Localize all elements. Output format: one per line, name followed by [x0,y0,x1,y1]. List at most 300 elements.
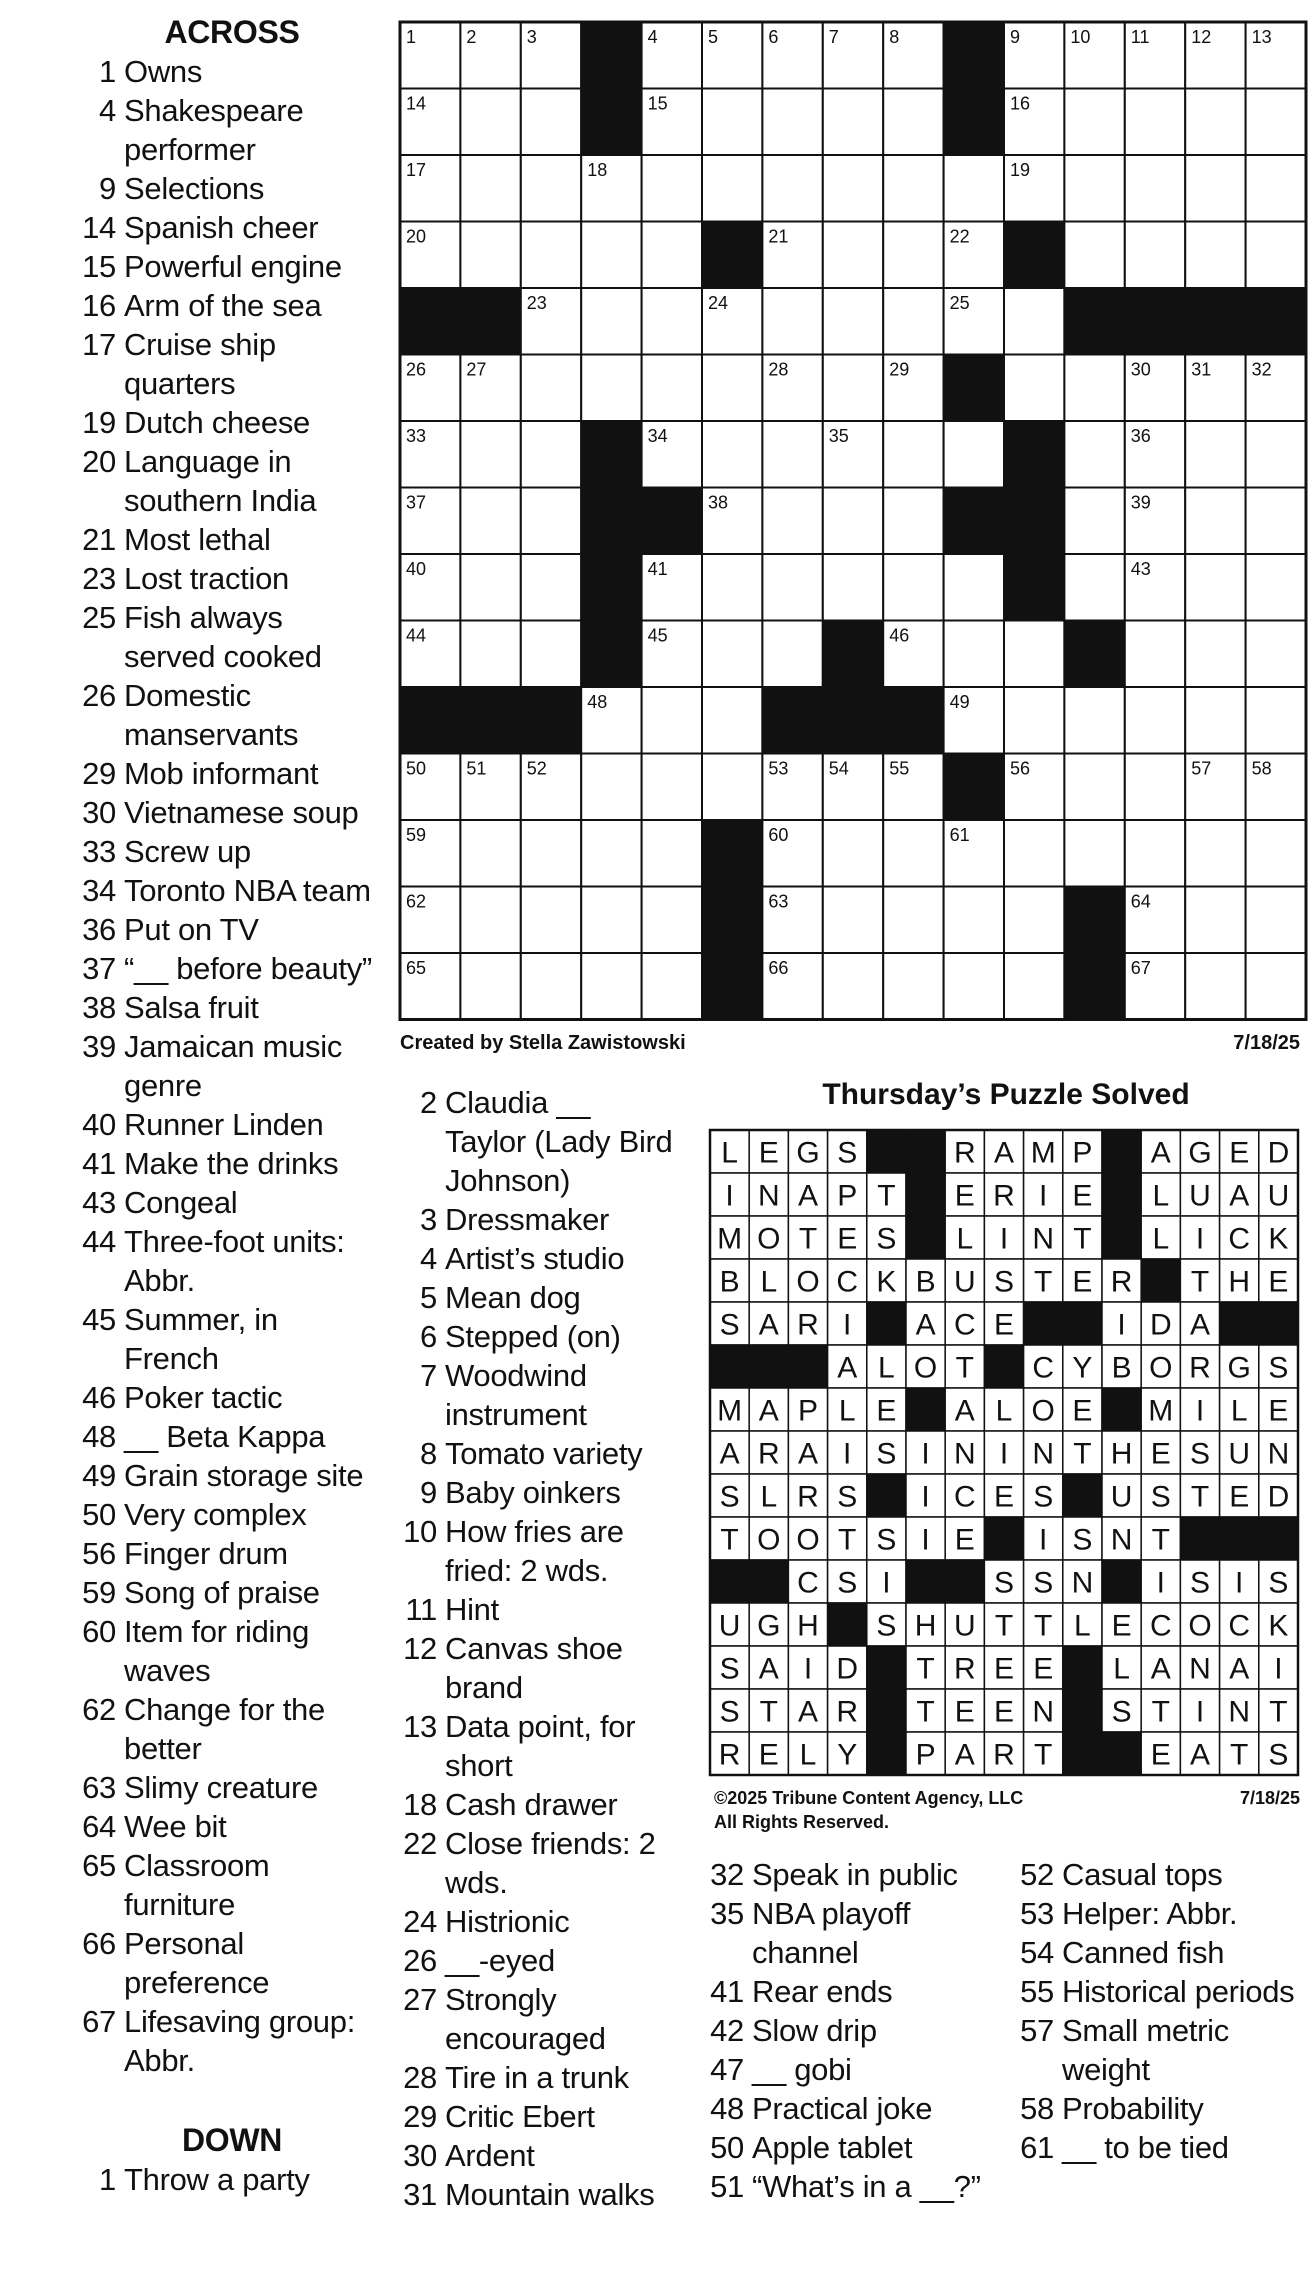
grid-cell[interactable] [1064,155,1124,222]
clue-text: Owns [124,54,203,89]
solution-letter: S [1111,1695,1132,1729]
cell-number: 47 [1070,625,1091,646]
solution-letter: R [797,1480,819,1514]
clue-item [72,1612,372,1690]
grid-cell[interactable] [1185,488,1245,555]
solution-letter: I [843,1437,852,1471]
grid-cell[interactable] [823,288,883,355]
grid-cell[interactable] [1125,222,1185,289]
grid-cell[interactable] [521,488,581,555]
grid-cell[interactable] [883,222,943,289]
cell-number: 34 [647,426,668,446]
solution-letter: C [836,1265,859,1299]
grid-cell[interactable] [642,820,702,887]
solution-rights: All Rights Reserved. [714,1812,890,1832]
solution-letter: E [758,1738,779,1772]
clue-number: 56 [82,1536,116,1571]
solution-letter: K [1268,1222,1289,1256]
cell-number: 10 [1070,27,1091,47]
grid-cell[interactable] [460,155,520,222]
solution-letter: S [876,1437,897,1471]
grid-cell[interactable] [581,288,641,355]
solution-letter: E [1072,1179,1093,1213]
grid-cell[interactable] [1185,887,1245,954]
cell-number: 13 [1251,27,1272,47]
grid-cell[interactable] [944,887,1004,954]
cell-number: 7 [828,27,839,47]
grid-cell[interactable] [823,887,883,954]
solution-letter: E [993,1695,1015,1729]
clue-item [393,1434,675,1473]
grid-cell[interactable] [460,222,520,289]
clue-item [700,1894,1012,1972]
grid-cell[interactable] [762,488,822,555]
grid-cell[interactable] [702,421,762,488]
cell-number: 46 [889,625,910,646]
grid-cell[interactable] [883,887,943,954]
grid-cell[interactable] [1064,754,1124,821]
clue-text: Small metric weight [1062,2013,1229,2087]
solution-letter: A [1150,1652,1171,1686]
grid-cell[interactable] [702,155,762,222]
black-square [702,887,762,954]
clue-number: 55 [1020,1974,1054,2009]
black-square [581,621,641,688]
solution-letter: R [1110,1265,1133,1299]
grid-cell[interactable] [581,953,641,1020]
solution-copyright: ©2025 Tribune Content Agency, LLC [714,1788,1024,1808]
grid-cell[interactable] [1246,488,1306,555]
grid-cell[interactable] [944,621,1004,688]
solution-letter: I [1039,1179,1048,1213]
solution-black-square [945,1560,984,1603]
solution-letter: P [915,1738,936,1772]
grid-cell[interactable] [521,621,581,688]
clue-item [72,403,372,442]
grid-cell[interactable] [460,621,520,688]
grid-cell[interactable] [1004,953,1064,1020]
grid-cell[interactable] [1185,222,1245,289]
grid-cell[interactable] [823,89,883,156]
grid-cell[interactable] [521,155,581,222]
grid-cell[interactable] [521,820,581,887]
clue-text: Finger drum [124,1536,288,1571]
clue-text: Most lethal [124,522,271,557]
solution-letter: I [1274,1652,1283,1686]
crossword-grid[interactable] [398,20,1308,1024]
solution-letter: O [796,1265,820,1299]
cell-number: 55 [889,758,910,779]
grid-cell[interactable] [1064,89,1124,156]
grid-cell[interactable] [702,754,762,821]
clue-item [1010,2128,1308,2167]
grid-cell[interactable] [823,488,883,555]
solution-letter: L [1230,1394,1248,1428]
clue-number: 61 [1020,2130,1054,2165]
clue-item [72,676,372,754]
grid-cell[interactable] [702,89,762,156]
grid-cell[interactable] [1004,288,1064,355]
solution-letter: O [1149,1351,1173,1385]
grid-cell[interactable] [883,421,943,488]
clue-number: 33 [82,834,116,869]
clue-item [72,2002,372,2080]
grid-cell[interactable] [581,820,641,887]
grid-cell[interactable] [1004,621,1064,688]
grid-cell[interactable] [581,887,641,954]
grid-cell[interactable] [762,421,822,488]
cell-number: 14 [406,93,427,114]
solution-letter: L [799,1738,817,1772]
grid-cell[interactable] [702,355,762,422]
solution-letter: E [1229,1136,1250,1170]
grid-cell[interactable] [642,155,702,222]
grid-cell[interactable] [642,887,702,954]
solution-black-square [1141,1259,1180,1302]
clue-number: 9 [99,171,116,206]
cell-number: 6 [768,27,779,47]
solution-letter: O [913,1351,938,1385]
grid-cell[interactable] [1125,155,1185,222]
grid-cell[interactable] [1185,621,1245,688]
clue-text: Language in southern India [124,444,317,518]
grid-cell[interactable] [944,554,1004,621]
grid-cell[interactable] [883,820,943,887]
clue-text: Cash drawer [445,1787,618,1822]
grid-cell[interactable] [1064,820,1124,887]
grid-cell[interactable] [762,89,822,156]
black-square [1004,222,1064,289]
cell-number: 33 [406,426,427,446]
solution-letter: H [797,1609,819,1643]
solution-letter: C [1228,1609,1251,1643]
grid-cell[interactable] [642,355,702,422]
clue-item [393,1785,675,1824]
puzzle-date: 7/18/25 [1233,1032,1300,1054]
grid-cell[interactable] [1125,754,1185,821]
grid-cell[interactable] [581,222,641,289]
grid-cell[interactable] [1004,687,1064,754]
grid-cell[interactable] [460,953,520,1020]
solution-letter: H [914,1609,937,1643]
grid-cell[interactable] [642,754,702,821]
clue-number: 65 [82,1848,116,1883]
clue-number: 48 [710,2091,744,2126]
grid-cell[interactable] [1064,355,1124,422]
grid-cell[interactable] [521,421,581,488]
clue-item [72,832,372,871]
solution-letter: C [1032,1351,1055,1385]
solution-letter: S [1268,1566,1289,1600]
cell-number: 22 [949,226,970,247]
grid-cell[interactable] [460,554,520,621]
solution-letter: G [796,1136,820,1170]
solution-letter: A [1189,1308,1211,1342]
clue-number: 4 [99,93,116,128]
solution-black-square [788,1345,827,1388]
solution-letter: T [916,1652,935,1686]
solution-letter: B [1111,1351,1132,1385]
black-square [1185,288,1245,355]
grid-cell[interactable] [823,554,883,621]
grid-cell[interactable] [823,820,883,887]
grid-cell[interactable] [642,953,702,1020]
grid-cell[interactable] [1064,222,1124,289]
clue-text: Rear ends [752,1974,893,2009]
clue-number: 2 [420,1085,437,1120]
grid-cell[interactable] [1246,887,1306,954]
grid-cell[interactable] [1246,953,1306,1020]
grid-cell[interactable] [944,421,1004,488]
solution-black-square [1102,1560,1141,1603]
clue-item [72,949,372,988]
clue-item [393,2097,675,2136]
cell-number: 63 [768,891,789,912]
grid-cell[interactable] [702,621,762,688]
clue-item [393,1473,675,1512]
clue-number: 14 [82,210,116,245]
solution-letter: N [1267,1437,1290,1471]
cell-number: 2 [466,27,477,47]
solution-black-square [1063,1302,1102,1345]
grid-cell[interactable] [1064,554,1124,621]
solution-letter: T [1034,1265,1053,1299]
grid-cell[interactable] [944,953,1004,1020]
grid-cell[interactable] [1125,621,1185,688]
cell-number: 54 [828,758,849,779]
solution-letter: U [1267,1179,1290,1213]
clue-item [393,2136,675,2175]
grid-cell[interactable] [1246,89,1306,156]
grid-cell[interactable] [1004,887,1064,954]
solution-grid [708,1128,1306,1780]
clue-number: 10 [403,1514,437,1549]
solution-letter: A [954,1738,975,1772]
solution-letter: L [760,1265,778,1299]
clue-number: 34 [82,873,116,908]
grid-cell[interactable] [1064,687,1124,754]
grid-cell[interactable] [521,222,581,289]
grid-cell[interactable] [883,554,943,621]
grid-cell[interactable] [1185,554,1245,621]
clue-text: How fries are fried: 2 wds. [445,1514,624,1588]
grid-cell[interactable] [823,222,883,289]
clue-item [393,1590,675,1629]
solution-letter: S [1268,1351,1289,1385]
clue-item [393,1356,675,1434]
solution-letter: E [1229,1480,1250,1514]
grid-cell[interactable] [1246,621,1306,688]
grid-cell[interactable] [1246,421,1306,488]
cell-number: 59 [406,825,427,845]
solution-letter: E [1268,1265,1289,1299]
cell-number: 32 [1251,359,1272,380]
grid-cell[interactable] [1125,89,1185,156]
grid-cell[interactable] [1185,953,1245,1020]
solution-letter: S [876,1523,897,1557]
solution-letter: T [759,1695,778,1729]
solution-letter: Y [837,1738,858,1772]
grid-cell[interactable] [762,621,822,688]
grid-cell[interactable] [642,288,702,355]
grid-cell[interactable] [823,155,883,222]
clue-number: 60 [82,1614,116,1649]
grid-cell[interactable] [521,953,581,1020]
clue-item [72,988,372,1027]
grid-cell[interactable] [460,820,520,887]
clue-number: 45 [82,1302,116,1337]
grid-cell[interactable] [460,887,520,954]
solution-letter: A [719,1437,740,1471]
grid-cell[interactable] [762,288,822,355]
grid-cell[interactable] [883,288,943,355]
clue-item [72,286,372,325]
grid-cell[interactable] [1185,820,1245,887]
solution-black-square [749,1345,788,1388]
cell-number: 28 [768,359,789,380]
cell-number: 42 [1010,559,1031,579]
grid-cell[interactable] [460,488,520,555]
solution-letter: A [993,1136,1015,1170]
solution-black-square [984,1517,1023,1560]
clue-number: 37 [82,951,116,986]
grid-cell[interactable] [1246,820,1306,887]
solution-letter: E [954,1179,975,1213]
clue-number: 29 [403,2099,437,2134]
solution-black-square [906,1560,945,1603]
black-square [823,621,883,688]
grid-cell[interactable] [702,554,762,621]
solution-letter: S [1033,1566,1054,1600]
clue-text: Vietnamese soup [124,795,359,830]
black-square [944,355,1004,422]
grid-cell[interactable] [883,155,943,222]
clue-number: 12 [403,1631,437,1666]
solution-letter: S [719,1652,740,1686]
clue-item [393,1239,675,1278]
cell-number: 36 [1130,426,1151,446]
grid-cell[interactable] [642,687,702,754]
solution-letter: L [1152,1222,1170,1256]
clue-text: Make the drinks [124,1146,339,1181]
grid-cell[interactable] [1064,421,1124,488]
solution-letter: T [1034,1609,1053,1643]
across-heading: ACROSS [164,14,300,50]
grid-cell[interactable] [521,355,581,422]
clue-text: Fish always served cooked [124,600,322,674]
grid-cell[interactable] [521,554,581,621]
grid-cell[interactable] [581,355,641,422]
grid-cell[interactable] [762,554,822,621]
grid-cell[interactable] [581,754,641,821]
solution-letter: L [1074,1609,1091,1643]
grid-cell[interactable] [521,89,581,156]
clue-item [1010,2011,1308,2089]
clue-text: __ gobi [752,2052,852,2087]
clue-text: Very complex [124,1497,307,1532]
clue-number: 46 [82,1380,116,1415]
grid-cell[interactable] [883,488,943,555]
clue-number: 29 [82,756,116,791]
black-square [581,421,641,488]
clue-text: Dutch cheese [124,405,310,440]
grid-cell[interactable] [1185,687,1245,754]
grid-cell[interactable] [460,89,520,156]
grid-cell[interactable] [642,222,702,289]
grid-cell[interactable] [762,155,822,222]
cell-number: 16 [1010,93,1031,114]
clue-item [72,325,372,403]
solution-letter: P [837,1179,858,1213]
solution-letter: T [1190,1480,1210,1514]
grid-cell[interactable] [944,155,1004,222]
grid-cell[interactable] [1246,222,1306,289]
grid-cell[interactable] [1246,687,1306,754]
solution-letter: R [757,1437,780,1471]
clue-item [700,2167,1012,2206]
solution-letter: E [1111,1609,1132,1643]
cell-number: 51 [466,758,487,779]
solution-letter: C [953,1308,976,1342]
clue-text: “What’s in a __?” [752,2169,981,2204]
grid-cell[interactable] [1004,820,1064,887]
grid-cell[interactable] [1246,554,1306,621]
clue-number: 47 [710,2052,744,2087]
solution-letter: C [1149,1609,1172,1643]
grid-cell[interactable] [702,687,762,754]
grid-cell[interactable] [1125,820,1185,887]
cell-number: 12 [1191,27,1212,47]
grid-cell[interactable] [883,89,943,156]
grid-cell[interactable] [521,887,581,954]
cell-number: 29 [889,359,910,380]
solution-black-square [1102,1173,1141,1216]
grid-cell[interactable] [1185,421,1245,488]
clue-text: Classroom furniture [124,1848,270,1922]
solution-letter: L [1113,1652,1130,1686]
grid-cell[interactable] [460,421,520,488]
cell-number: 45 [647,625,668,646]
solution-letter: E [1150,1738,1171,1772]
solution-letter: D [1267,1136,1290,1170]
clue-item [700,2128,1012,2167]
grid-cell[interactable] [883,953,943,1020]
clue-item [700,2011,1012,2050]
clue-item [72,91,372,169]
solution-letter: I [882,1566,891,1600]
grid-cell[interactable] [1064,488,1124,555]
clue-number: 54 [1020,1935,1054,1970]
solution-letter: M [1148,1394,1174,1428]
solution-letter: B [719,1265,740,1299]
clue-number: 23 [82,561,116,596]
solution-letter: R [1189,1351,1211,1385]
grid-cell[interactable] [1185,155,1245,222]
clue-text: Casual tops [1062,1857,1223,1892]
grid-cell[interactable] [1185,89,1245,156]
grid-cell[interactable] [823,355,883,422]
solution-black-square [710,1560,749,1603]
grid-cell[interactable] [1125,687,1185,754]
grid-cell[interactable] [1004,355,1064,422]
grid-cell[interactable] [1246,155,1306,222]
solution-letter: E [876,1394,897,1428]
clue-text: Apple tablet [752,2130,913,2165]
solution-letter: S [1189,1566,1211,1600]
clue-text: Claudia __ Taylor (Lady Bird Johnson) [445,1085,673,1198]
grid-cell[interactable] [823,953,883,1020]
clue-text: Strongly encouraged [445,1982,606,2056]
